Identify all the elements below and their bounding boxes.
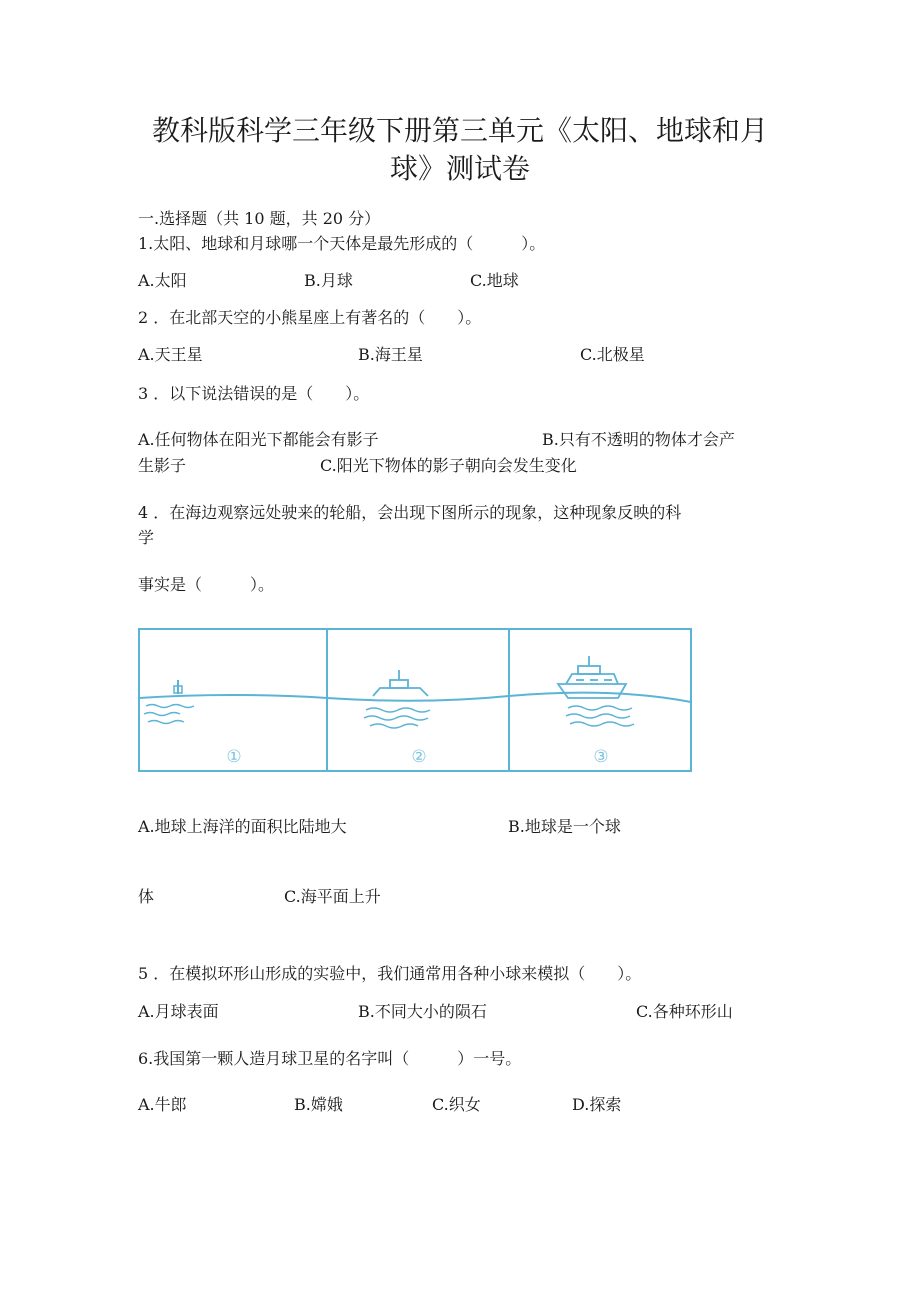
ship-full-panel-3 — [558, 656, 626, 698]
q1-option-a: A.太阳 — [138, 271, 187, 290]
q3-option-b-cont: 生影子 — [138, 456, 187, 475]
q3-option-a: A.任何物体在阳光下都能会有影子 — [138, 430, 379, 449]
panel-label-1: ① — [226, 747, 242, 767]
q1-option-b: B.月球 — [304, 271, 353, 290]
ship-horizon-figure — [138, 628, 692, 772]
question-3: 3 ．以下说法错误的是（ ）。 — [138, 384, 370, 403]
q5-option-c: C.各种环形山 — [636, 1002, 733, 1021]
q6-option-d: D.探索 — [572, 1095, 622, 1114]
q3-option-c: C.阳光下物体的影子朝向会发生变化 — [320, 456, 577, 475]
question-4-line1: 4 ．在海边观察远处驶来的轮船，会出现下图所示的现象，这种现象反映的科 — [138, 503, 682, 522]
q4-option-b: B.地球是一个球 — [508, 817, 621, 836]
question-5: 5 ．在模拟环形山形成的实验中，我们通常用各种小球来模拟（ ）。 — [138, 964, 642, 983]
waves-panel-1 — [144, 705, 194, 724]
question-1: 1.太阳、地球和月球哪一个天体是最先形成的（ ）。 — [138, 234, 546, 253]
q6-option-b: B.嫦娥 — [294, 1095, 343, 1114]
q4-option-a: A.地球上海洋的面积比陆地大 — [138, 817, 347, 836]
q2-option-c: C.北极星 — [580, 345, 645, 364]
section-heading: 一.选择题（共 10 题，共 20 分） — [138, 209, 381, 228]
waves-panel-2 — [364, 708, 430, 728]
q1-option-c: C.地球 — [470, 271, 519, 290]
question-2: 2 ．在北部天空的小熊星座上有著名的（ ）。 — [138, 308, 482, 327]
q4-option-c: C.海平面上升 — [284, 887, 381, 906]
question-6: 6.我国第一颗人造月球卫星的名字叫（ ）一号。 — [138, 1049, 522, 1068]
title-line-1: 教科版科学三年级下册第三单元《太阳、地球和月 — [151, 114, 768, 147]
question-4-line3: 事实是（ ）。 — [138, 575, 275, 594]
q2-option-b: B.海王星 — [358, 345, 423, 364]
q6-option-a: A.牛郎 — [138, 1095, 187, 1114]
title-line-2: 球》测试卷 — [389, 152, 530, 185]
ship-mast-panel-1 — [174, 680, 182, 694]
q4-option-b-cont: 体 — [138, 887, 155, 906]
panel-label-3: ③ — [593, 747, 609, 767]
page-title — [120, 112, 800, 188]
question-4-line2: 学 — [138, 528, 155, 547]
q2-option-a: A.天王星 — [138, 345, 203, 364]
q5-option-b: B.不同大小的陨石 — [358, 1002, 487, 1021]
waves-panel-3 — [566, 706, 634, 726]
panel-label-2: ② — [411, 747, 427, 767]
q3-option-b: B.只有不透明的物体才会产 — [542, 430, 735, 449]
ship-partial-panel-2 — [373, 670, 428, 696]
q6-option-c: C.织女 — [432, 1095, 481, 1114]
q5-option-a: A.月球表面 — [138, 1002, 219, 1021]
